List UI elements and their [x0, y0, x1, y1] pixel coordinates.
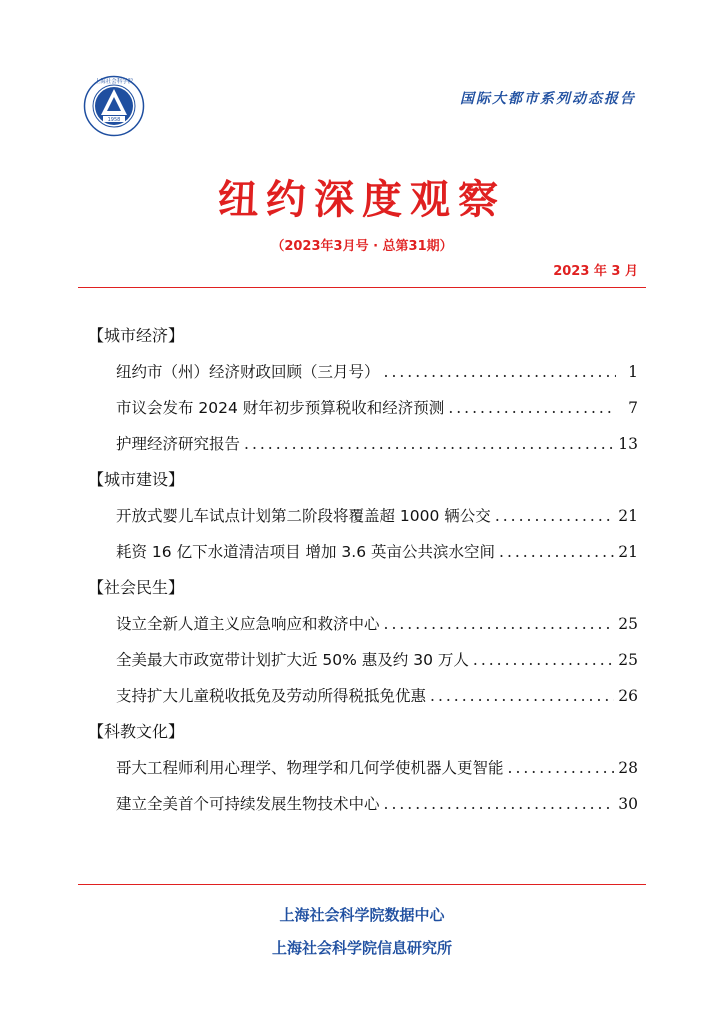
- toc-entry[interactable]: [88, 678, 638, 714]
- toc-entry-page: 21: [618, 507, 638, 525]
- toc-leader-dots: [448, 390, 616, 426]
- toc-entry-title: 市议会发布 2024 财年初步预算税收和经济预测: [116, 399, 445, 417]
- toc-section-heading: 【科教文化】: [88, 722, 185, 741]
- issue-number: （2023年3月号 · 总第31期）: [271, 239, 453, 254]
- toc-entry-title: 全美最大市政宽带计划扩大近 50% 惠及约 30 万人: [116, 651, 469, 669]
- toc-leader-dots: [384, 606, 615, 642]
- toc-entry-page: 7: [628, 399, 638, 417]
- toc-entry-page: 25: [618, 651, 638, 669]
- toc-leader-dots: [430, 678, 614, 714]
- toc-entry-title: 开放式婴儿车试点计划第二阶段将覆盖超 1000 辆公交: [116, 507, 491, 525]
- toc-leader-dots: [499, 534, 614, 570]
- toc-entry[interactable]: [88, 642, 638, 678]
- logo-year: 1958: [107, 117, 121, 123]
- toc-leader-dots: [384, 786, 615, 822]
- toc-entry[interactable]: [88, 498, 638, 534]
- toc-section-heading: 【城市建设】: [88, 470, 185, 489]
- toc-entry[interactable]: [88, 606, 638, 642]
- toc-entry-title: 支持扩大儿童税收抵免及劳动所得税抵免优惠: [116, 687, 427, 705]
- toc-leader-dots: [244, 426, 614, 462]
- toc-entry-title: 设立全新人道主义应急响应和救济中心: [116, 615, 380, 633]
- toc-entry[interactable]: [88, 354, 638, 390]
- toc-entry-page: 25: [618, 615, 638, 633]
- toc-entry-title: 建立全美首个可持续发展生物技术中心: [116, 795, 380, 813]
- toc-leader-dots: [495, 498, 614, 534]
- toc-entry-title: 纽约市（州）经济财政回顾（三月号）: [116, 363, 380, 381]
- toc-leader-dots: [508, 750, 615, 786]
- academy-seal-logo: [83, 75, 145, 137]
- toc-section-heading: 【社会民生】: [88, 578, 185, 597]
- toc-entry-page: 28: [618, 759, 638, 777]
- toc-entry-page: 30: [618, 795, 638, 813]
- toc-entry[interactable]: [88, 390, 638, 426]
- report-title: 纽约深度观察: [218, 176, 506, 223]
- table-of-contents: [88, 318, 638, 822]
- publication-date: 2023 年 3 月: [553, 264, 638, 279]
- toc-entry-title: 护理经济研究报告: [116, 435, 241, 453]
- series-title: 国际大都市系列动态报告: [460, 91, 636, 107]
- toc-entry[interactable]: [88, 426, 638, 462]
- toc-entry-page: 26: [618, 687, 638, 705]
- toc-entry[interactable]: [88, 786, 638, 822]
- toc-entry-page: 1: [628, 363, 638, 381]
- toc-leader-dots: [473, 642, 614, 678]
- toc-entry-title: 哥大工程师利用心理学、物理学和几何学使机器人更智能: [116, 759, 504, 777]
- toc-entry[interactable]: [88, 534, 638, 570]
- toc-entry[interactable]: [88, 750, 638, 786]
- toc-section-heading: 【城市经济】: [88, 326, 185, 345]
- toc-leader-dots: [384, 354, 616, 390]
- toc-entry-page: 13: [618, 435, 638, 453]
- header-divider: [78, 287, 646, 288]
- toc-entry-title: 耗资 16 亿下水道清洁项目 增加 3.6 英亩公共滨水空间: [116, 543, 496, 561]
- publisher-info-institute: 上海社会科学院信息研究所: [271, 939, 452, 957]
- logo-ring-text: 上海社会科学院: [94, 79, 134, 85]
- toc-entry-page: 21: [618, 543, 638, 561]
- publisher-data-center: 上海社会科学院数据中心: [279, 906, 445, 924]
- footer-divider: [78, 884, 646, 885]
